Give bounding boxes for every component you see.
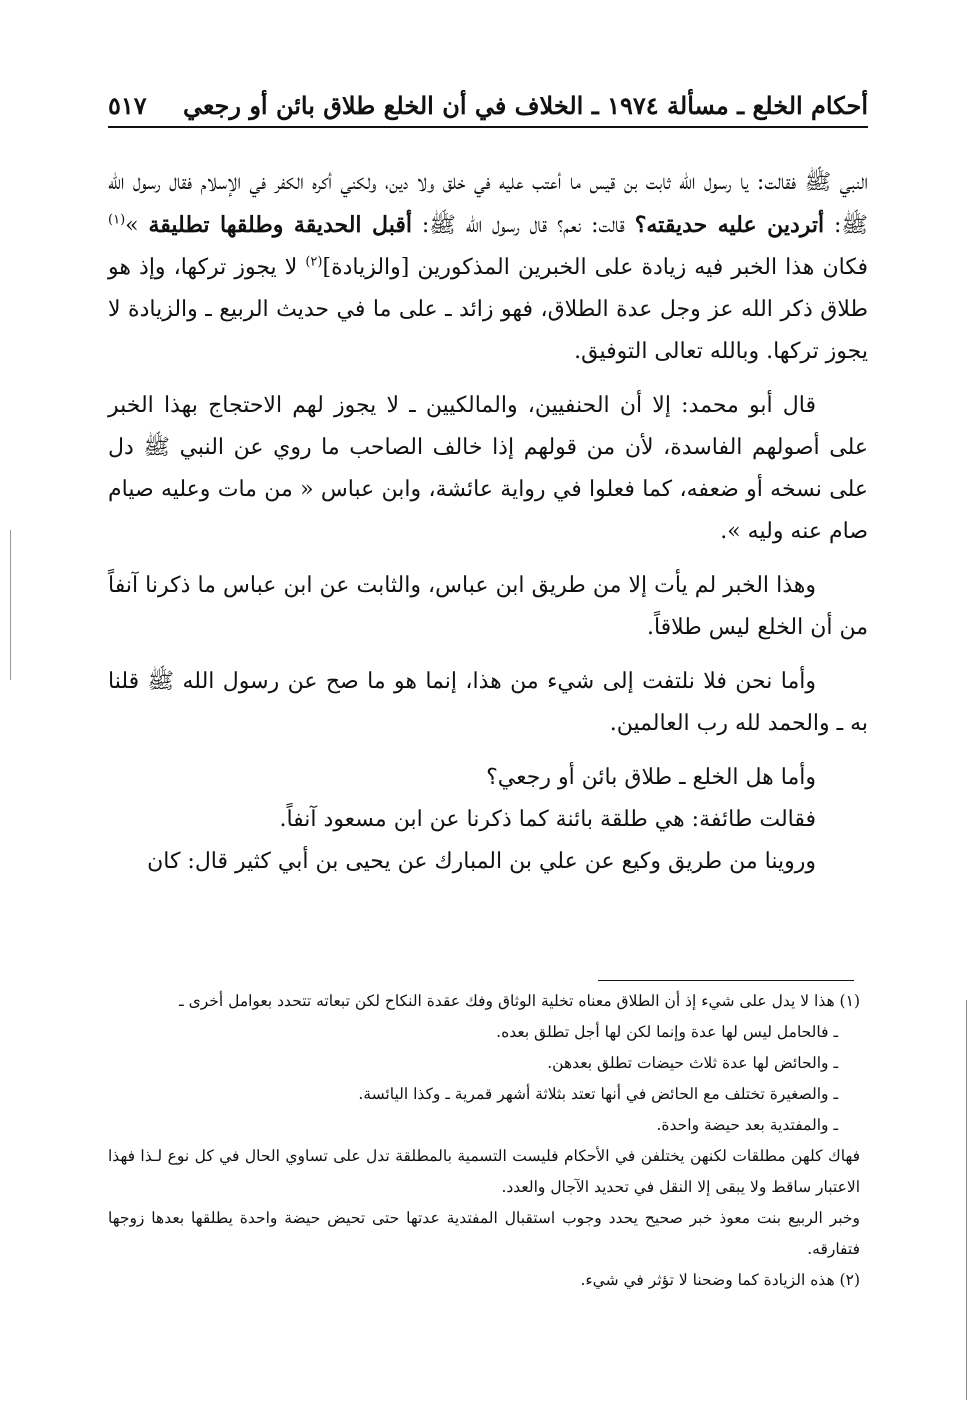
paragraph-6: فقالت طائفة: هي طلقة بائنة كما ذكرنا عن ابن مسعود آنفاً. [279, 807, 816, 832]
paragraph-2: قال أبو محمد: إلا أن الحنفيين، والمالكيين ـ لا يجوز لهم الاحتجاج بهذا الخبر على أصولهم الفاسدة، لأن من قولهم إذا خالف الصاحب ما روي عن النبي ﷺ دل على نسخه أو ضعفه، كما فعلوا في رواية عائشة، وابن عباس « من مات وعليه صيام صام عنه وليه ». [108, 393, 868, 544]
paragraph-5: وأما هل الخلع ـ طلاق بائن أو رجعي؟ [486, 765, 816, 790]
footnote-1-item: ـ والمفتدية بعد حيضة واحدة. [656, 1116, 838, 1134]
footnote-1-item: ـ فالحامل ليس لها عدة وإنما لكن لها أجل تطلق بعده. [496, 1023, 838, 1041]
footnote-1-continuation: وخبر الربيع بنت معوذ خبر صحيح يحدد وجوب استقبال المفتدية عدتها حتى تحيض حيضة واحدة يطلقها بعدها زوجها فتفارقه. [108, 1209, 860, 1258]
footnote-1-item: ـ والصغيرة تختلف مع الحائض في أنها تعتد بثلاثة أشهر قمرية ـ وكذا اليائسة. [358, 1085, 838, 1103]
paragraph-7: وروينا من طريق وكيع عن علي بن المبارك عن يحيى بن أبي كثير قال: كان [147, 849, 816, 874]
footnote-ref-1: (١) [108, 212, 126, 228]
paragraph-1 [108, 162, 868, 373]
footnote-ref-2: (٢) [305, 254, 323, 270]
main-text [108, 162, 868, 883]
paragraph-4: وأما نحن فلا نلتفت إلى شيء من هذا، إنما هو ما صح عن رسول الله ﷺ قلنا به ـ والحمد لله رب العالمين. [108, 669, 868, 736]
footnote-1-continuation: فهاك كلهن مطلقات لكنهن يختلفن في الأحكام فليست التسمية بالمطلقة تدل على تساوي الحال في كل نوع لـذا فهذا الاعتبار ساقط ولا يبقى إلا النقل في تحديد الآجال والعدد. [108, 1147, 860, 1196]
footnote-separator [598, 980, 854, 981]
p1-bold-quote-2: أقبل الحديقة وطلقها تطليقة [148, 212, 412, 238]
footnote-1: (١) هذا لا يدل على شيء إذ أن الطلاق معناه تخلية الوثاق وفك عقدة النكاح لكن تبعاته تتحدد بعوامل أخرى ـ [179, 992, 860, 1010]
paragraph-3: وهذا الخبر لم يأت إلا من طريق ابن عباس، والثابت عن ابن عباس ما ذكرنا آنفاً من أن الخلع ليس طلاقاً. [108, 573, 868, 640]
p1-bold-quote-1: أتردين عليه حديقته؟ [634, 212, 825, 238]
scan-edge-left [10, 530, 11, 680]
footnote-1-item: ـ والحائض لها عدة ثلاث حيضات تطلق بعدهن. [547, 1054, 838, 1072]
p1-text-a: النبي ﷺ فقالت: يا رسول الله ثابت بن قيس ما أعتب عليه في خلق ولا دين، ولكني أكره الكفر في الإسلام فقال رسول الله ﷺ: [108, 170, 869, 238]
p1-text-c: قالت: نعم؟ قال رسول الله ﷺ: [411, 213, 635, 238]
scan-edge-right [966, 1000, 967, 1400]
running-title: أحكام الخلع ـ مسألة ١٩٧٤ ـ الخلاف في أن الخلع طلاق بائن أو رجعي [182, 91, 868, 120]
footnotes [108, 986, 860, 1296]
page-number: ٥١٧ [108, 91, 147, 120]
p1-text-d: » [125, 213, 149, 238]
p1-text-e: فكان هذا الخبر فيه زيادة على الخبرين المذكورين [والزيادة] [322, 255, 868, 280]
p1-text-f: لا يجوز تركها، وإذ هو طلاق ذكر الله عز وجل عدة الطلاق، فهو زائد ـ على ما في حديث الربيع ـ والزيادة لا يجوز تركها. وبالله تعالى التوفيق. [108, 255, 868, 364]
footnote-2: (٢) هذه الزيادة كما وضحنا لا تؤثر في شيء. [580, 1271, 860, 1289]
page-header [108, 80, 868, 128]
